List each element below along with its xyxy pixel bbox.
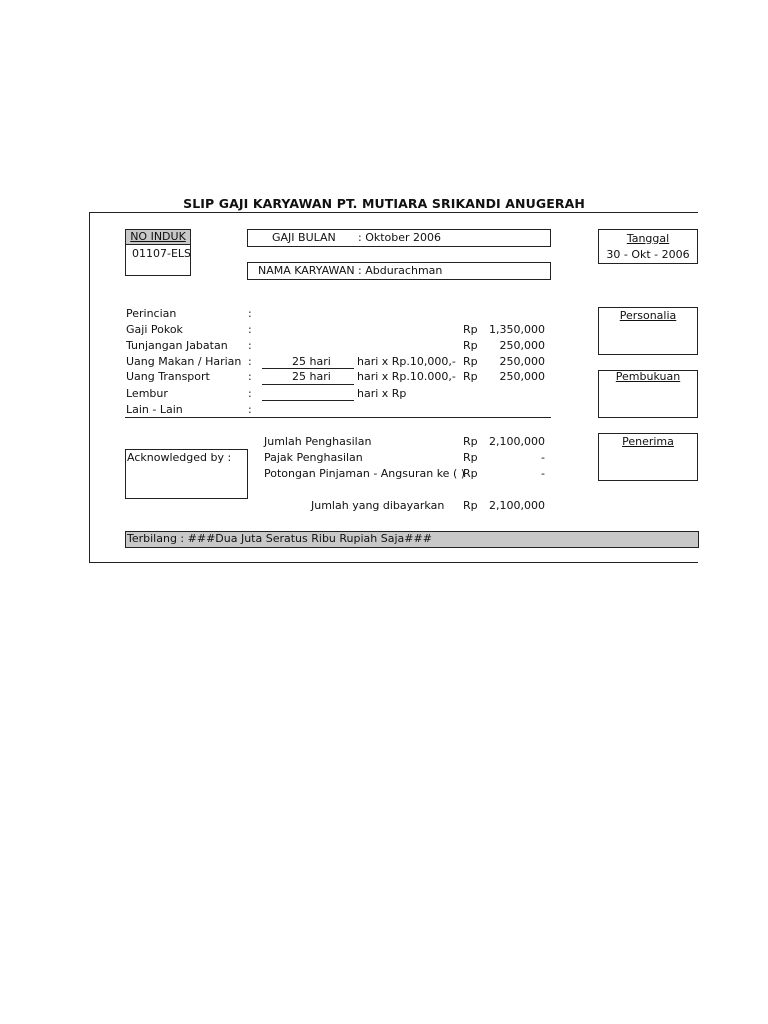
summary-label: Potongan Pinjaman - Angsuran ke ( ): [264, 467, 466, 480]
qty-underline: [262, 384, 354, 385]
section-divider: [125, 417, 551, 418]
total-amount: 2,100,000: [489, 499, 545, 512]
summary-amount: -: [541, 451, 545, 464]
summary-currency: Rp: [463, 467, 478, 480]
item-colon: :: [248, 403, 252, 416]
item-amount: 250,000: [499, 339, 545, 352]
tanggal-value: 30 - Okt - 2006: [606, 248, 690, 261]
frame-top-border: [89, 212, 698, 213]
pembukuan-label: Pembukuan: [615, 370, 681, 383]
item-label: Perincian: [126, 307, 177, 320]
terbilang-text: Terbilang : ###Dua Juta Seratus Ribu Rupiah Saja###: [127, 532, 432, 545]
item-currency: Rp: [463, 355, 478, 368]
item-amount: 1,350,000: [489, 323, 545, 336]
item-colon: :: [248, 370, 252, 383]
summary-label: Jumlah Penghasilan: [264, 435, 372, 448]
item-label: Lembur: [126, 387, 168, 400]
summary-label: Pajak Penghasilan: [264, 451, 363, 464]
item-qty: 25 hari: [292, 355, 331, 368]
item-colon: :: [248, 339, 252, 352]
item-colon: :: [248, 323, 252, 336]
item-currency: Rp: [463, 370, 478, 383]
item-amount: 250,000: [499, 355, 545, 368]
penerima-label: Penerima: [622, 435, 674, 448]
item-amount: 250,000: [499, 370, 545, 383]
total-label: Jumlah yang dibayarkan: [311, 499, 445, 512]
item-colon: :: [248, 355, 252, 368]
tanggal-label: Tanggal: [626, 232, 670, 245]
no-induk-label: NO INDUK: [130, 230, 186, 243]
item-label: Uang Makan / Harian: [126, 355, 242, 368]
no-induk-value: 01107-ELS: [132, 247, 192, 260]
item-rate: hari x Rp.10,000,-: [357, 355, 456, 368]
gaji-bulan-label: GAJI BULAN: [272, 231, 336, 244]
item-rate: hari x Rp: [357, 387, 407, 400]
item-label: Lain - Lain: [126, 403, 183, 416]
item-label: Uang Transport: [126, 370, 210, 383]
total-currency: Rp: [463, 499, 478, 512]
qty-underline: [262, 400, 354, 401]
acknowledged-label: Acknowledged by :: [127, 451, 232, 464]
summary-currency: Rp: [463, 435, 478, 448]
item-label: Tunjangan Jabatan: [126, 339, 228, 352]
nama-karyawan-label: NAMA KARYAWAN: [258, 264, 355, 277]
frame-bottom-border: [89, 562, 698, 563]
frame-left-border: [89, 212, 90, 563]
nama-karyawan-value: : Abdurachman: [358, 264, 443, 277]
item-colon: :: [248, 387, 252, 400]
personalia-label: Personalia: [619, 309, 677, 322]
summary-amount: -: [541, 467, 545, 480]
item-colon: :: [248, 307, 252, 320]
summary-currency: Rp: [463, 451, 478, 464]
slip-title: SLIP GAJI KARYAWAN PT. MUTIARA SRIKANDI ANUGERAH: [183, 196, 585, 211]
gaji-bulan-value: : Oktober 2006: [358, 231, 442, 244]
item-qty: 25 hari: [292, 370, 331, 383]
item-currency: Rp: [463, 323, 478, 336]
item-rate: hari x Rp.10.000,-: [357, 370, 456, 383]
item-currency: Rp: [463, 339, 478, 352]
item-label: Gaji Pokok: [126, 323, 183, 336]
qty-underline: [262, 368, 354, 369]
summary-amount: 2,100,000: [489, 435, 545, 448]
